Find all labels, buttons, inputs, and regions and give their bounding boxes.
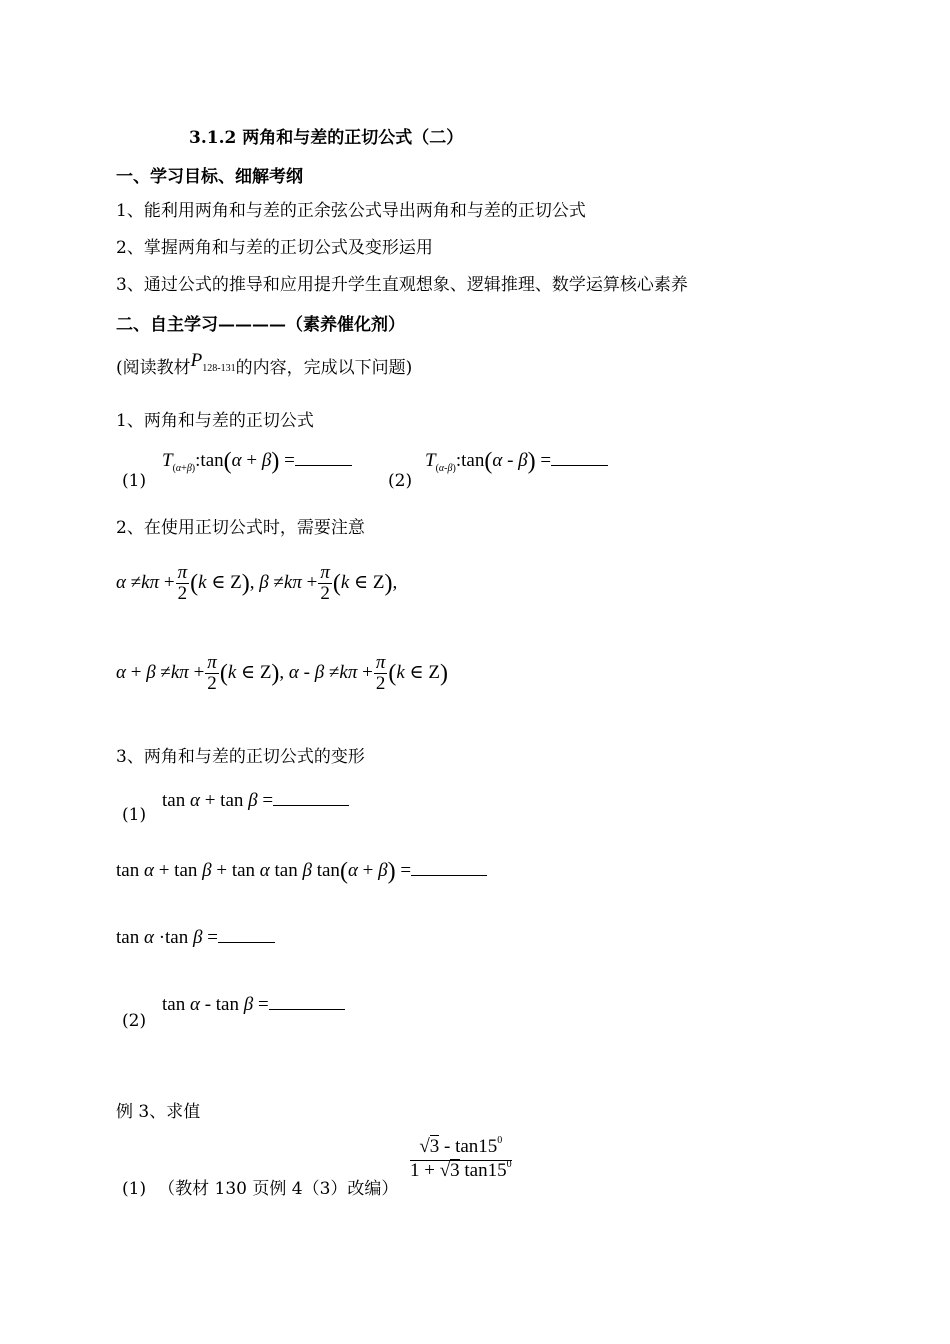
q3-label-2: (2): [122, 1011, 147, 1031]
reading-post: 的内容，完成以下问题): [235, 358, 413, 378]
reading-instruction: [116, 350, 413, 382]
example-heading: 例 3、求值: [116, 1102, 201, 1122]
page-title: 3.1.2 两角和与差的正切公式（二）: [189, 128, 464, 148]
section2-heading: 二、自主学习————（素养催化剂）: [116, 315, 405, 335]
transform-diff: tan α - tan β =: [162, 994, 345, 1016]
formula-tan-sum: $T_{(\alpha+\beta)}:\tan(\alpha + \beta)$ =: [162, 450, 352, 475]
condition-line-2: α + β ≠kπ + $\frac{\pi}{2}$ (k ∈ Z), α - β ≠kπ + $\frac{\pi}{2}$ (k ∈ Z): [116, 652, 448, 694]
question-2: 2、在使用正切公式时，需要注意: [116, 518, 365, 538]
blank-transform-sum[interactable]: [273, 790, 349, 806]
example-part1: [122, 1178, 398, 1200]
blank-tan-sum[interactable]: [295, 450, 352, 466]
objective-item-2: 2、掌握两角和与差的正切公式及变形运用: [116, 238, 433, 258]
page-range: 128-131: [202, 363, 236, 374]
objective-item-3: 3、通过公式的推导和应用提升学生直观想象、逻辑推理、数学运算核心素养: [116, 275, 688, 295]
objective-item-1: 1、能利用两角和与差的正余弦公式导出两角和与差的正切公式: [116, 201, 586, 221]
q1-label-1: (1): [122, 471, 147, 491]
blank-transform-product[interactable]: [218, 927, 275, 943]
condition-line-1: α ≠kπ + $\frac{\pi}{2}$ (k ∈ Z), β ≠kπ + $\frac{\pi}{2}$ (k ∈ Z),: [116, 562, 398, 604]
example-part1-text: （教材 130 页例 4（3）改编）: [158, 1179, 399, 1199]
example-fraction: $\frac{√3 - \tan 15^0}{1 + √3 \tan 15^0}$: [410, 1135, 512, 1181]
page-letter: P: [190, 350, 203, 371]
blank-transform-identity[interactable]: [411, 860, 487, 876]
transform-product: tan α ·tan β =: [116, 927, 275, 949]
blank-tan-diff[interactable]: [551, 450, 608, 466]
question-3: 3、两角和与差的正切公式的变形: [116, 747, 365, 767]
q3-label-1: (1): [122, 805, 147, 825]
formula-tan-diff: $T_{(\alpha-\beta)}:\tan(\alpha - \beta)$ =: [425, 450, 608, 475]
section1-heading: 一、学习目标、细解考纲: [116, 167, 303, 187]
q1-label-2: (2): [388, 471, 413, 491]
reading-pre: (阅读教材: [116, 358, 191, 378]
example-part1-label: (1): [122, 1179, 147, 1199]
blank-transform-diff[interactable]: [269, 994, 345, 1010]
transform-sum: tan α + tan β =: [162, 790, 349, 812]
question-1: 1、两角和与差的正切公式: [116, 411, 314, 431]
transform-sum-identity: tan α + tan β + tan α tan β tan(α + β) =: [116, 860, 487, 883]
